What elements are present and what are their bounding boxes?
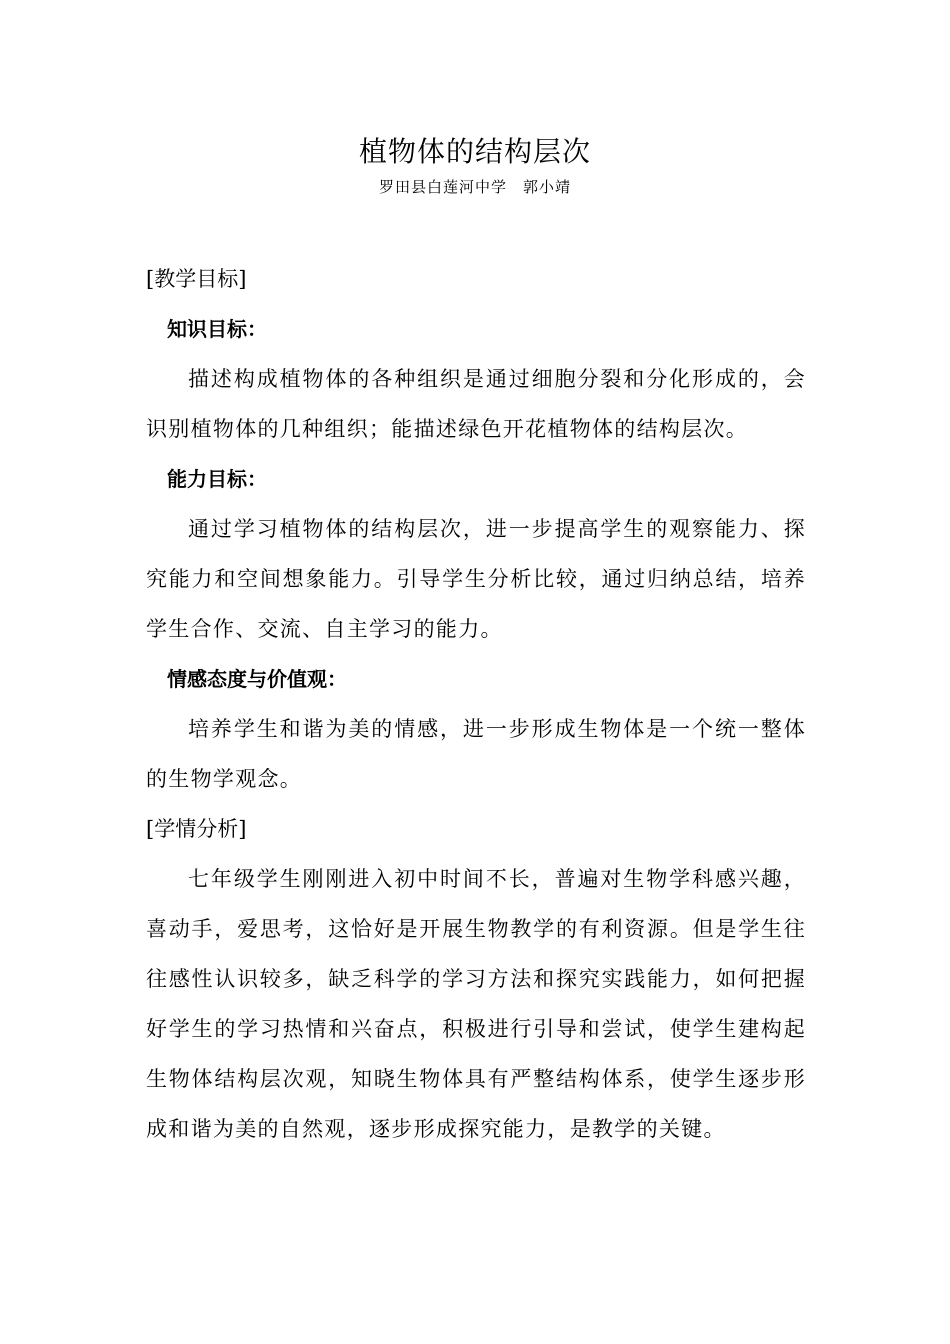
subheading-ability-objectives: 能力目标： [167, 467, 267, 491]
paragraph-knowledge-objectives: 描述构成植物体的各种组织是通过细胞分裂和分化形成的，会识别植物体的几种组织；能描述绿色开花植物体的结构层次。 [146, 367, 806, 441]
section-heading-learner-analysis: [学情分析] [146, 817, 247, 841]
paragraph-ability-objectives: 通过学习植物体的结构层次，进一步提高学生的观察能力、探究能力和空间想象能力。引导学生分析比较，通过归纳总结，培养学生合作、交流、自主学习的能力。 [146, 517, 806, 641]
paragraph-learner-analysis: 七年级学生刚刚进入初中时间不长，普遍对生物学科感兴趣，喜动手，爱思考，这恰好是开展生物教学的有利资源。但是学生往往感性认识较多，缺乏科学的学习方法和探究实践能力，如何把握好学生的学习热情和兴奋点，积极进行引导和尝试，使学生建构起生物体结构层次观，知晓生物体具有严整结构体系，使学生逐步形成和谐为美的自然观，逐步形成探究能力，是教学的关键。 [146, 867, 806, 1141]
paragraph-emotion-values: 培养学生和谐为美的情感，进一步形成生物体是一个统一整体的生物学观念。 [146, 717, 806, 791]
document-title: 植物体的结构层次 [358, 135, 591, 168]
section-heading-teaching-objectives: [教学目标] [146, 267, 247, 291]
subheading-emotion-values: 情感态度与价值观： [167, 667, 347, 691]
subheading-knowledge-objectives: 知识目标： [167, 317, 267, 341]
document-body [146, 254, 806, 1154]
document-author: 罗田县白莲河中学 郭小靖 [378, 178, 571, 196]
